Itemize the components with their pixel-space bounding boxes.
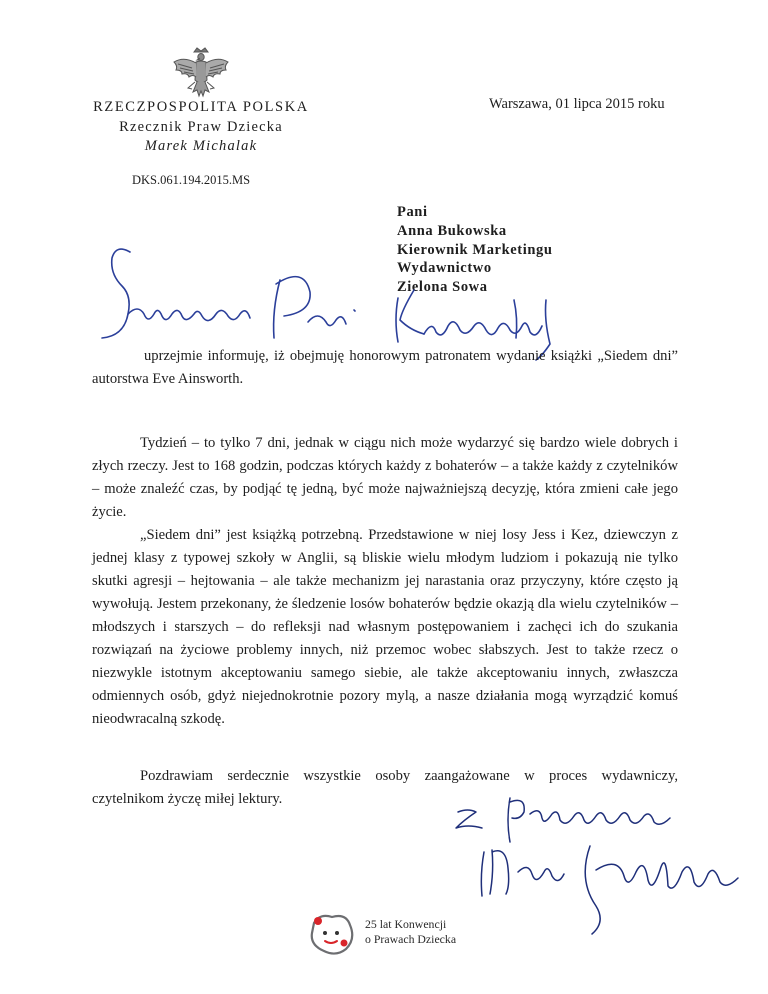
reference-number: DKS.061.194.2015.MS bbox=[132, 173, 251, 187]
paragraph: Pozdrawiam serdecznie wszystkie osoby zaangażowane w proces wydawniczy, czytelnikom życzę miłej lektury. bbox=[92, 768, 678, 807]
org-name: RZECZPOSPOLITA POLSKA bbox=[93, 99, 309, 115]
footer-line: o Prawach Dziecka bbox=[365, 932, 457, 946]
recipient-line: Kierownik Marketingu bbox=[397, 241, 553, 258]
office-name: Rzecznik Praw Dziecka bbox=[119, 119, 283, 135]
footer-line: 25 lat Konwencji bbox=[365, 917, 447, 931]
footer-caption bbox=[365, 917, 456, 947]
recipient-line: Zielona Sowa bbox=[397, 279, 488, 296]
paragraph: „Siedem dni” jest książką potrzebną. Przedstawione w niej losy Jess i Kez, dziewczyn z jednej klasy z typowej szkoły w Anglii, są bliskie wielu młodym ludziom i pokazują nie tylko skutki agresji – hejtowania – ale także mechanizm jej narastania oraz przyczyny, które często ją wywołują. Jestem przekonany, że śledzenie losów bohaterów będzie okazją dla wielu czytelników – młodszych i starszych – do refleksji nad własnym postępowaniem i zachęci ich do szukania rozwiązań na życiowe problemy innych, niż przemoc wobec słabszych. Jest to także rzecz o niezwykle istotnym akceptowaniu samego siebie, ale także akceptowaniu innych, zwłaszcza odmiennych osób, gdyż niejednokrotnie pozory mylą, a nasze działania mogą wyrządzić komuś nieodwracalną szkodę. bbox=[92, 527, 678, 727]
paragraph: uprzejmie informuję, iż obejmuję honorowym patronatem wydanie książki „Siedem dni” autorstwa Eve Ainsworth. bbox=[92, 348, 678, 387]
recipient-line: Pani bbox=[397, 204, 428, 220]
convention-logo-icon bbox=[306, 909, 356, 959]
paragraph: Tydzień – to tylko 7 dni, jednak w ciągu nich może wydarzyć się bardzo wiele dobrych i złych rzeczy. Jest to 168 godzin, podczas których każdy z bohaterów – a także każdy z czytelników – może znaleźć czas, by podjąć tę jedną, być może najważniejszą decyzję, która zmieni całe jego życie. bbox=[92, 435, 678, 520]
person-name: Marek Michalak bbox=[144, 138, 258, 154]
place-date: Warszawa, 01 lipca 2015 roku bbox=[489, 96, 665, 112]
recipient-line: Wydawnictwo bbox=[397, 260, 492, 277]
recipient-line: Anna Bukowska bbox=[397, 222, 507, 239]
handwritten-signature bbox=[446, 790, 746, 940]
polish-eagle-emblem-icon bbox=[170, 46, 232, 102]
